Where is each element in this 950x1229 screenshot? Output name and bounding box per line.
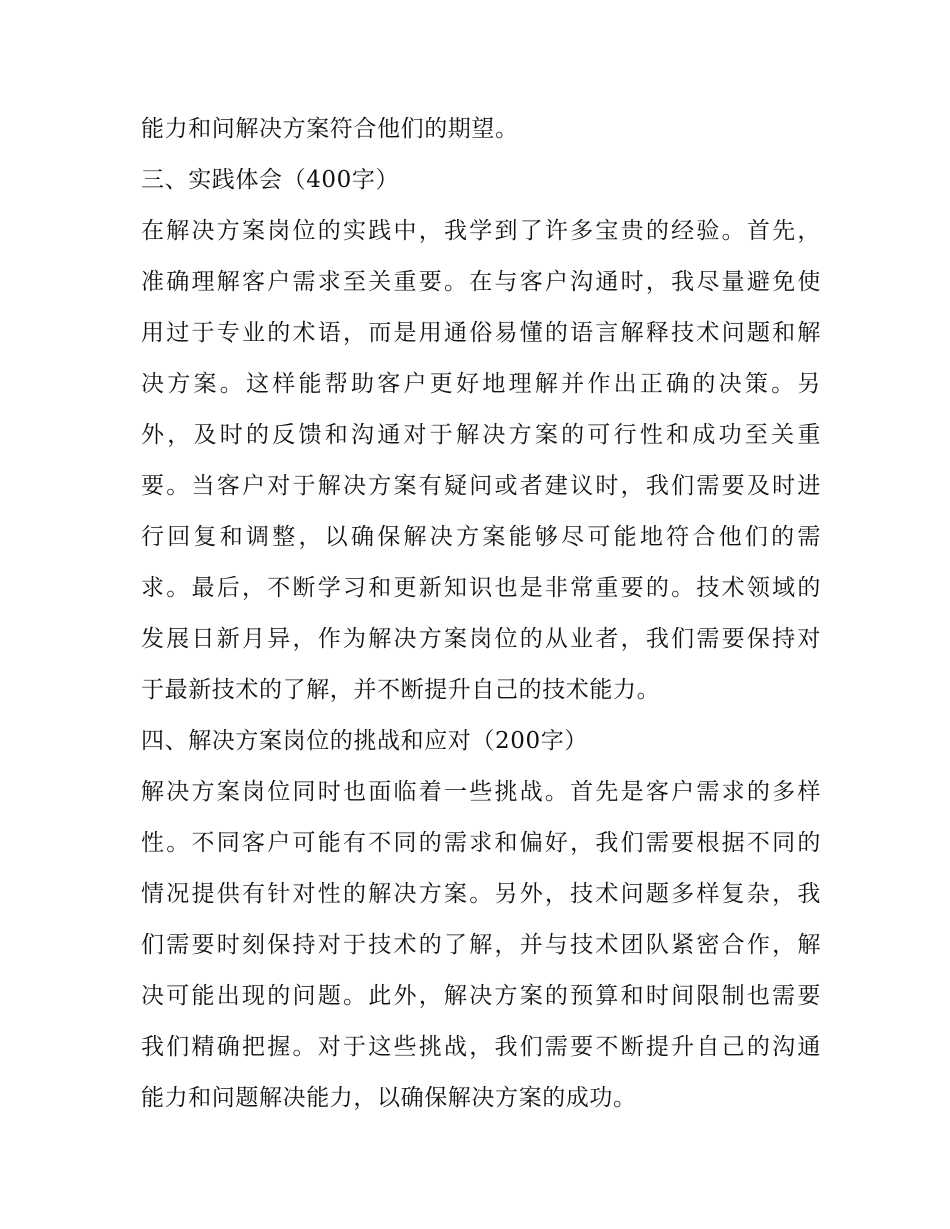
body-line-14: 解决方案岗位同时也面临着一些挑战。首先是客户需求的多样 [141, 779, 821, 805]
body-line-6: 决方案。这样能帮助客户更好地理解并作出正确的决策。另 [141, 371, 821, 397]
body-line-16: 情况提供有针对性的解决方案。另外，技术问题多样复杂，我 [141, 881, 821, 907]
body-line-18: 决可能出现的问题。此外，解决方案的预算和时间限制也需要 [141, 983, 821, 1009]
body-line-12: 于最新技术的了解，并不断提升自己的技术能力。 [141, 677, 661, 703]
body-line-4: 准确理解客户需求至关重要。在与客户沟通时，我尽量避免使 [141, 269, 821, 295]
body-line-11: 发展日新月异，作为解决方案岗位的从业者，我们需要保持对 [141, 626, 821, 652]
body-line-15: 性。不同客户可能有不同的需求和偏好，我们需要根据不同的 [141, 830, 821, 856]
section-heading-practice: 三、实践体会（400字） [141, 167, 400, 193]
body-line-9: 行回复和调整，以确保解决方案能够尽可能地符合他们的需 [141, 524, 821, 550]
section-heading-challenges: 四、解决方案岗位的挑战和应对（200字） [141, 728, 588, 754]
document-body [141, 108, 821, 1128]
body-line-20: 能力和问题解决能力，以确保解决方案的成功。 [141, 1085, 637, 1111]
body-line-10: 求。最后，不断学习和更新知识也是非常重要的。技术领域的 [141, 575, 821, 601]
body-line-5: 用过于专业的术语，而是用通俗易懂的语言解释技术问题和解 [141, 320, 821, 346]
body-line-7: 外，及时的反馈和沟通对于解决方案的可行性和成功至关重 [141, 422, 821, 448]
body-line-1: 能力和问解决方案符合他们的期望。 [141, 116, 519, 142]
body-line-19: 我们精确把握。对于这些挑战，我们需要不断提升自己的沟通 [141, 1034, 821, 1060]
body-line-8: 要。当客户对于解决方案有疑问或者建议时，我们需要及时进 [141, 473, 821, 499]
body-line-17: 们需要时刻保持对于技术的了解，并与技术团队紧密合作，解 [141, 932, 821, 958]
body-line-3: 在解决方案岗位的实践中，我学到了许多宝贵的经验。首先， [141, 218, 821, 244]
